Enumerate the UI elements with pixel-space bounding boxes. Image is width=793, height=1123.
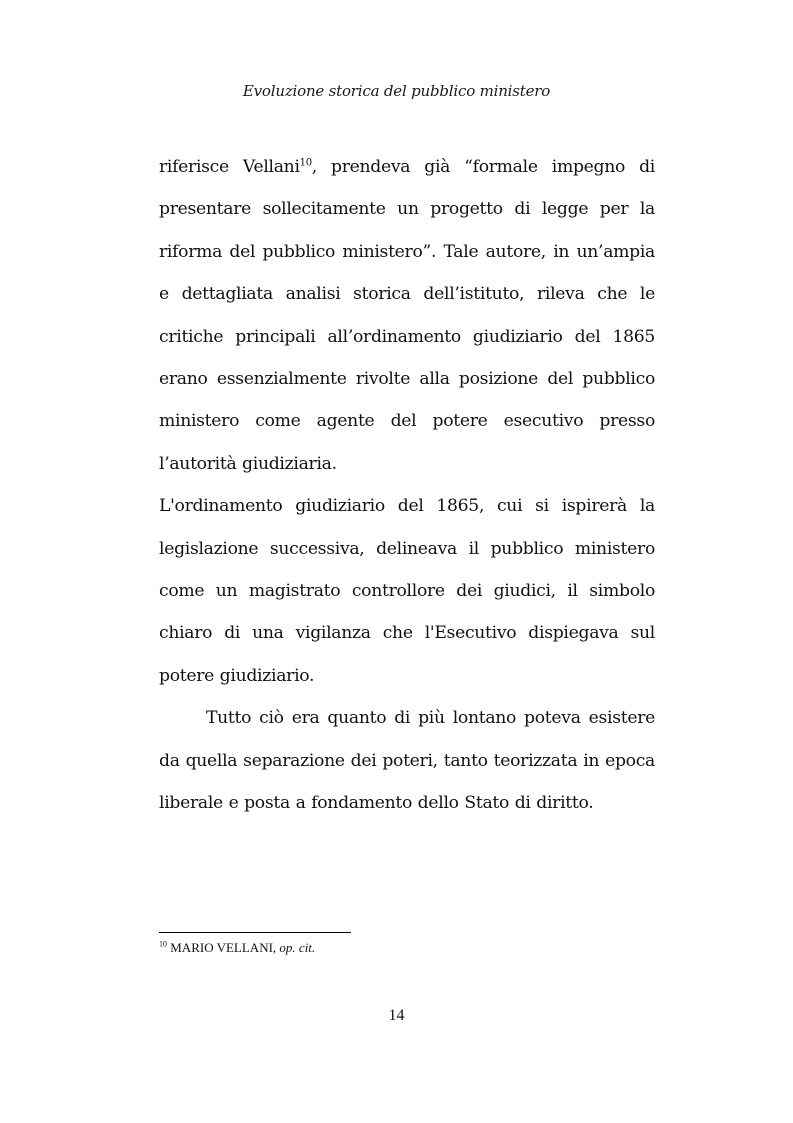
page-number: 14 <box>388 1007 405 1024</box>
footnote-citation: op. cit. <box>279 940 316 955</box>
paragraph-2: L'ordinamento giudiziario del 1865, cui si ispirerà la legislazione successiva, delineava il pubblico ministero come un magistrato controllore dei giudici, il simbolo chiaro di una vigilanza che l'Esecutivo dispiegava sul potere giudiziario. <box>159 496 655 686</box>
paragraph-1-start: riferisce Vellani <box>159 157 300 177</box>
footnote-number: 10 <box>159 939 167 949</box>
paragraph-3: Tutto ciò era quanto di più lontano poteva esistere da quella separazione dei poteri, tanto teorizzata in epoca liberale e posta a fondamento dello Stato di diritto. <box>159 708 655 814</box>
footnote-reference[interactable]: 10 <box>299 157 312 169</box>
paragraph-1 <box>159 146 655 485</box>
running-header: Evoluzione storica del pubblico ministero <box>242 82 551 100</box>
footnote-author: MARIO VELLANI, <box>167 940 280 955</box>
body-text <box>159 146 655 825</box>
footnote-separator <box>159 932 351 933</box>
footnote <box>159 940 659 956</box>
paragraph-1-rest: , prendeva già “formale impegno di presentare sollecitamente un progetto di legge per la riforma del pubblico ministero”. Tale autore, in un’ampia e dettagliata analisi storica dell’istituto, rileva che le critiche principali all’ordinamento giudiziario del 1865 erano essenzialmente rivolte alla posizione del pubblico ministero come agente del potere esecutivo presso l’autorità giudiziaria. <box>159 157 655 474</box>
